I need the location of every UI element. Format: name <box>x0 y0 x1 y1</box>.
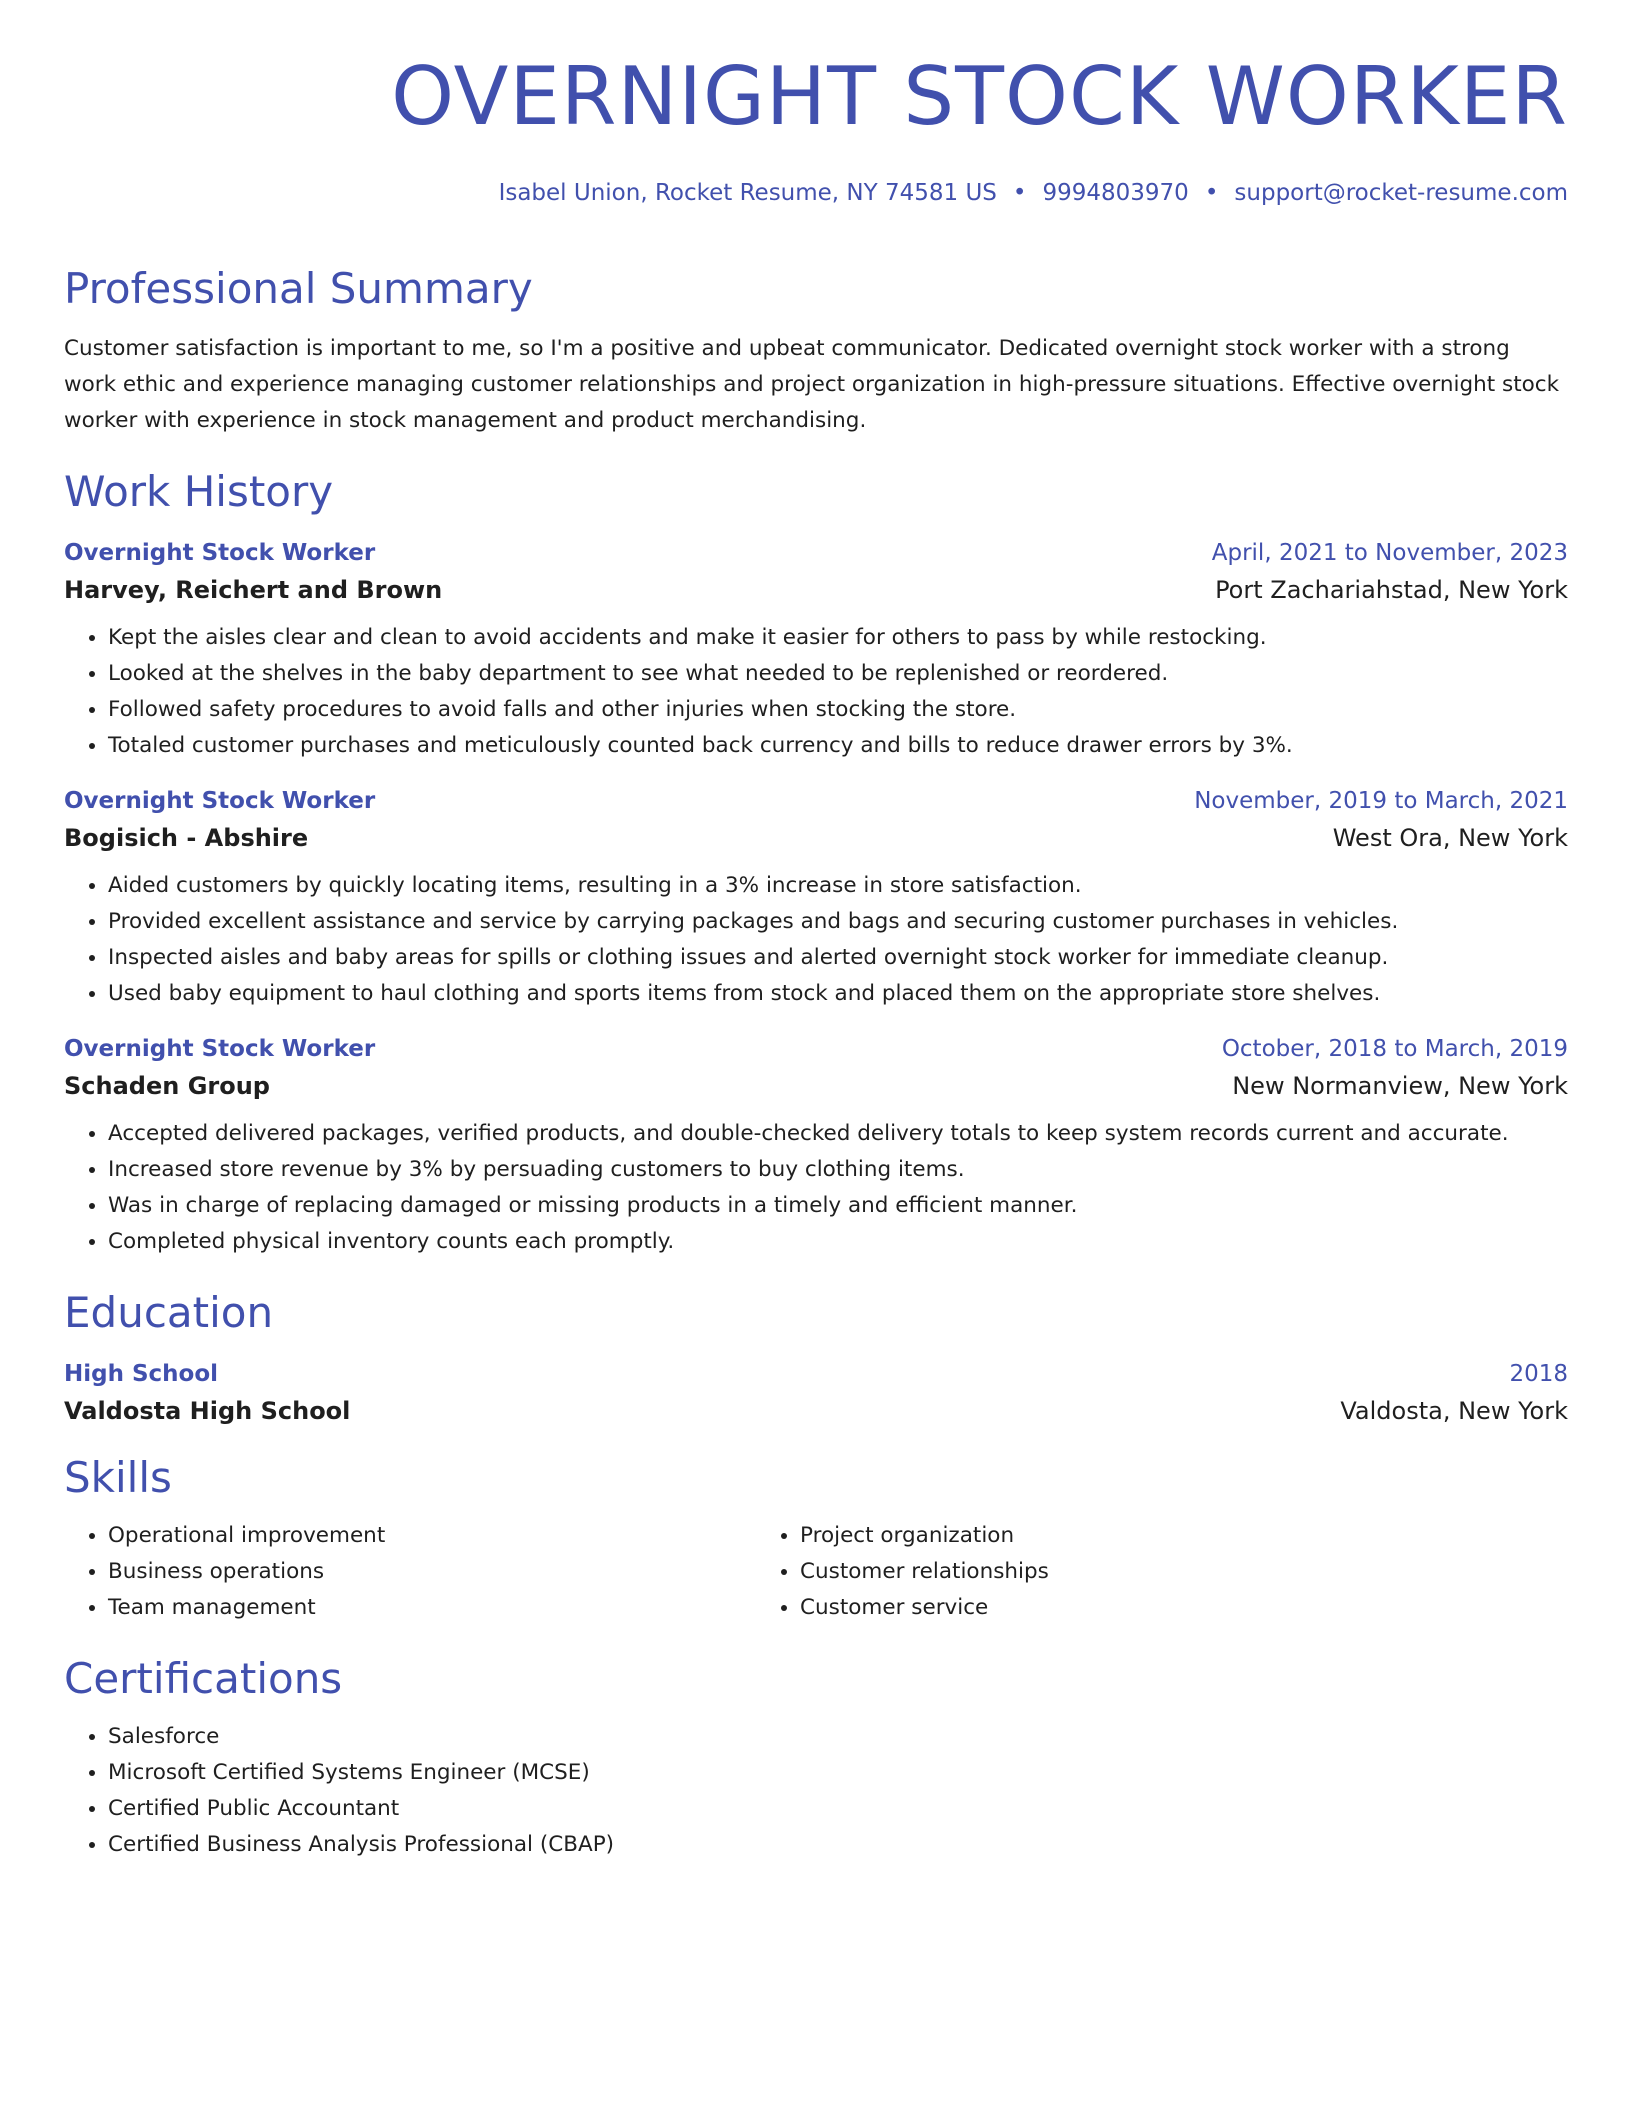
job-bullet: • Used baby equipment to haul clothing and sports items from stock and placed them on the appropriate store shelves. <box>108 976 1568 1012</box>
skill-item: • Customer relationships <box>800 1554 1448 1590</box>
contact-email: support@rocket-resume.com <box>1234 180 1568 206</box>
resume-content <box>64 264 1568 1863</box>
job-bullets <box>64 1116 1568 1260</box>
certifications-list <box>64 1719 1568 1863</box>
certification-item: • Certified Business Analysis Professional (CBAP) <box>108 1827 1568 1863</box>
job-dates: April, 2021 to November, 2023 <box>1211 540 1568 566</box>
job-location: New Normanview, New York <box>1232 1072 1568 1100</box>
education-heading: Education <box>64 1288 274 1337</box>
job-bullet: • Provided excellent assistance and service by carrying packages and bags and securing customer purchases in vehicles. <box>108 904 1568 940</box>
job-title: Overnight Stock Worker <box>64 788 376 814</box>
job-entry <box>64 1036 1568 1260</box>
certifications-heading: Certifications <box>64 1654 343 1703</box>
contact-address: Isabel Union, Rocket Resume, NY 74581 US <box>498 180 997 206</box>
job-location: West Ora, New York <box>1332 824 1568 852</box>
resume-title: OVERNIGHT STOCK WORKER <box>391 50 1568 143</box>
job-title: Overnight Stock Worker <box>64 1036 376 1062</box>
skills-heading: Skills <box>64 1453 172 1502</box>
certification-item: • Certified Public Accountant <box>108 1791 1568 1827</box>
contact-separator: • <box>1012 180 1027 206</box>
job-bullet: • Accepted delivered packages, verified products, and double-checked delivery totals to keep system records current and accurate. <box>108 1116 1568 1152</box>
job-title: Overnight Stock Worker <box>64 540 376 566</box>
job-bullet: • Looked at the shelves in the baby department to see what needed to be replenished or reordered. <box>108 656 1568 692</box>
job-company: Schaden Group <box>64 1072 270 1100</box>
job-entry <box>64 788 1568 1012</box>
skills-list-right <box>756 1518 1448 1626</box>
contact-separator: • <box>1204 180 1219 206</box>
education-year: 2018 <box>1509 1361 1568 1387</box>
contact-line <box>499 180 1568 206</box>
skill-item: • Project organization <box>800 1518 1448 1554</box>
job-entry <box>64 540 1568 764</box>
skills-list-left <box>64 1518 756 1626</box>
job-bullet: • Increased store revenue by 3% by persuading customers to buy clothing items. <box>108 1152 1568 1188</box>
skill-item: • Customer service <box>800 1590 1448 1626</box>
job-location: Port Zachariahstad, New York <box>1215 576 1568 604</box>
job-dates: November, 2019 to March, 2021 <box>1194 788 1568 814</box>
contact-phone: 9994803970 <box>1042 180 1189 206</box>
certification-item: • Salesforce <box>108 1719 1568 1755</box>
job-bullet: • Aided customers by quickly locating items, resulting in a 3% increase in store satisfaction. <box>108 868 1568 904</box>
skills-grid <box>64 1518 1568 1626</box>
job-bullet: • Followed safety procedures to avoid falls and other injuries when stocking the store. <box>108 692 1568 728</box>
job-bullet: • Inspected aisles and baby areas for spills or clothing issues and alerted overnight stock worker for immediate cleanup. <box>108 940 1568 976</box>
summary-text: Customer satisfaction is important to me, so I'm a positive and upbeat communicator. Dedicated overnight stock worker with a strong work ethic and experience managing customer relationships and project organization in high-pressure situations. Effective overnight stock worker with experience in stock management and product merchandising. <box>64 336 1560 433</box>
job-bullet: • Totaled customer purchases and meticulously counted back currency and bills to reduce drawer errors by 3%. <box>108 728 1568 764</box>
skills-section <box>64 1453 1568 1626</box>
job-bullet: • Kept the aisles clear and clean to avoid accidents and make it easier for others to pass by while restocking. <box>108 620 1568 656</box>
education-location: Valdosta, New York <box>1340 1397 1568 1425</box>
job-bullets <box>64 868 1568 1012</box>
skill-item: • Business operations <box>108 1554 756 1590</box>
certification-item: • Microsoft Certified Systems Engineer (MCSE) <box>108 1755 1568 1791</box>
education-entry <box>64 1361 1568 1425</box>
education-school: Valdosta High School <box>64 1397 351 1425</box>
job-bullet: • Was in charge of replacing damaged or missing products in a timely and efficient manner. <box>108 1188 1568 1224</box>
job-dates: October, 2018 to March, 2019 <box>1221 1036 1568 1062</box>
certifications-section <box>64 1654 1568 1863</box>
skill-item: • Operational improvement <box>108 1518 756 1554</box>
education-degree: High School <box>64 1361 219 1387</box>
job-bullets <box>64 620 1568 764</box>
job-company: Bogisich - Abshire <box>64 824 309 852</box>
job-bullet: • Completed physical inventory counts each promptly. <box>108 1224 1568 1260</box>
skill-item: • Team management <box>108 1590 756 1626</box>
work-history-heading: Work History <box>64 467 334 516</box>
summary-heading: Professional Summary <box>64 264 533 313</box>
job-company: Harvey, Reichert and Brown <box>64 576 443 604</box>
summary-section <box>64 264 1568 439</box>
work-history-section <box>64 467 1568 1260</box>
education-section <box>64 1288 1568 1425</box>
